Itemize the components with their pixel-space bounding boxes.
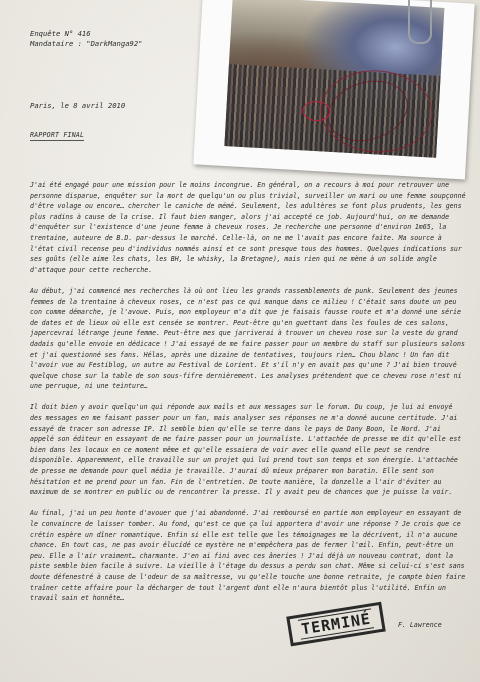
report-body	[30, 180, 466, 614]
report-title: RAPPORT FINAL	[30, 131, 85, 139]
photo	[193, 0, 474, 179]
client-line: Mandataire : "DarkManga92"	[30, 39, 143, 48]
signature: F. Lawrence	[398, 621, 442, 629]
paragraph: Au final, j'ai un peu honte d'avouer que j'ai abandonné. J'ai remboursé en partie mon employeur en essayant de le convaincre de laisser tomber. Au fond, qu'est ce que ça lui apportera d'avoir une réponse ? Je crois que ce crétin espère un dîner romantique. Enfin si elle est telle que les témoignages me la décrivent, il n'a aucune chance. En tout cas, ne pas avoir élucidé ce mystère ne m'empêchera pas de fermer l'œil. Enfin, peut-être un peu. Elle a l'air vraiment… charmante. J'en ai fini avec ces âneries ! J'ai déjà un nouveau contrat, dont la piste semble bien facile à suivre. La vieille à l'étage du dessus a perdu son chat. Même si celui-ci s'est sans doute défenestré à cause de l'odeur de sa maîtresse, vu qu'elle touche une bonne retraite, je compte bien faire traîner cette affaire pour la décharger de tout l'argent dont elle n'aura bientôt plus l'utilité. Enfin un travail sain et honnête…	[30, 509, 466, 603]
paragraph: J'ai été engagé pour une mission pour le moins incongrue. En général, on a recours à moi pour retrouver une personne disparue, enquêter sur la mort de quelqu'un ou plus trivial, surveiller un mari ou une femme soupçonné d'être volage ou encore… chercher le caniche de mémé. Seulement, les adultères se font plus prudents, les gens plus radins à cause de la crise. Il faut bien manger, alors j'ai accepté ce job. Aujourd'hui, on me demande d'enquêter sur l'existence d'une jeune femme à cheveux roses. Je recherche une personne d'environ 1m65, la trentaine, auteure de B.D. par-dessus le marché. Celle-là, on ne me l'avait pas encore faite. Ma source à l'état civil recense peu d'individus nommés ainsi et ce sont presque tous des hommes. Quelques indications sur ses goûts (elle aime les chats, les BH, le whisky, la Bretagne), mais rien qui ne mène à un solide angle d'attaque pour cette recherche.	[30, 181, 466, 274]
paragraph: Il doit bien y avoir quelqu'un qui réponde aux mails et aux messages sur le forum. Du coup, je lui ai envoyé des messages en me faisant passer pour un fan, mais analyser ses réponses ne m'a donné aucune certitude. J'ai essayé de tracer son adresse IP. Il semble bien qu'elle se terre dans le pays de Dany Boon, le Nord. J'ai appelé son éditeur en essayant de me faire passer pour un journaliste. L'attachée de presse me dit qu'elle est bien dans les locaux en ce moment même et qu'elle essaiera de voir avec elle quand elle peut se rendre disponible. Apparemment, elle travaille sur un projet qui lui prend tout son temps et son énergie. L'attachée de presse me demande pour quel média je travaille. J'aurai dû mieux préparer mon baratin. Elle sent son hésitation et me prend pour un fan. Fin de l'entretien. De toute manière, la donzelle a l'air d'éviter au maximum de se montrer en public ou de rencontrer la presse. Il y avait peu de chances que je puisse la voir.	[30, 403, 462, 497]
stamp-text: TERMINÉ	[298, 608, 374, 639]
case-number: Enquête N° 416	[30, 29, 91, 38]
report-date: Paris, le 8 avril 2010	[30, 101, 126, 110]
paperclip-icon	[408, 0, 432, 44]
case-header	[30, 29, 143, 49]
paragraph: Au début, j'ai commencé mes recherches là où ont lieu les grands rassemblements de punk. Seulement des jeunes femmes de la trentaine à cheveux roses, ce n'est pas ce qui manque dans ce milieu ! C'était sans doute un peu con comme démarche, je l'avoue. Puis, mon employeur m'a dit que je faisais fausse route et m'a donné une série de dates et de lieux où elle est censée se montrer. Peut-être qu'en guettant dans les foules de ces salons, japercevrai létrange jeune femme. Peut-être mes que jarriverai à trouver un cheveu rose sur la veste du grand dadais qu'elle envoie en dédicace ! J'ai essayé de me faire passer pour un membre du staff sur plusieurs salons et j'ai questionné ses fans. Hélas, après une dizaine de tentatives, toujours rien… Chou blanc ! Un fan dit l'avoir vue au Festiblog, un autre au Festival de Lorient. Et s'il n'y en avait pas qu'une ? J'ai bien trouvé quelque chose sur la table de son sous-fifre dernièrement. Les analyses prétendent que ce cheveu rose n'est ni une perruque, ni une teinture…	[30, 286, 465, 391]
